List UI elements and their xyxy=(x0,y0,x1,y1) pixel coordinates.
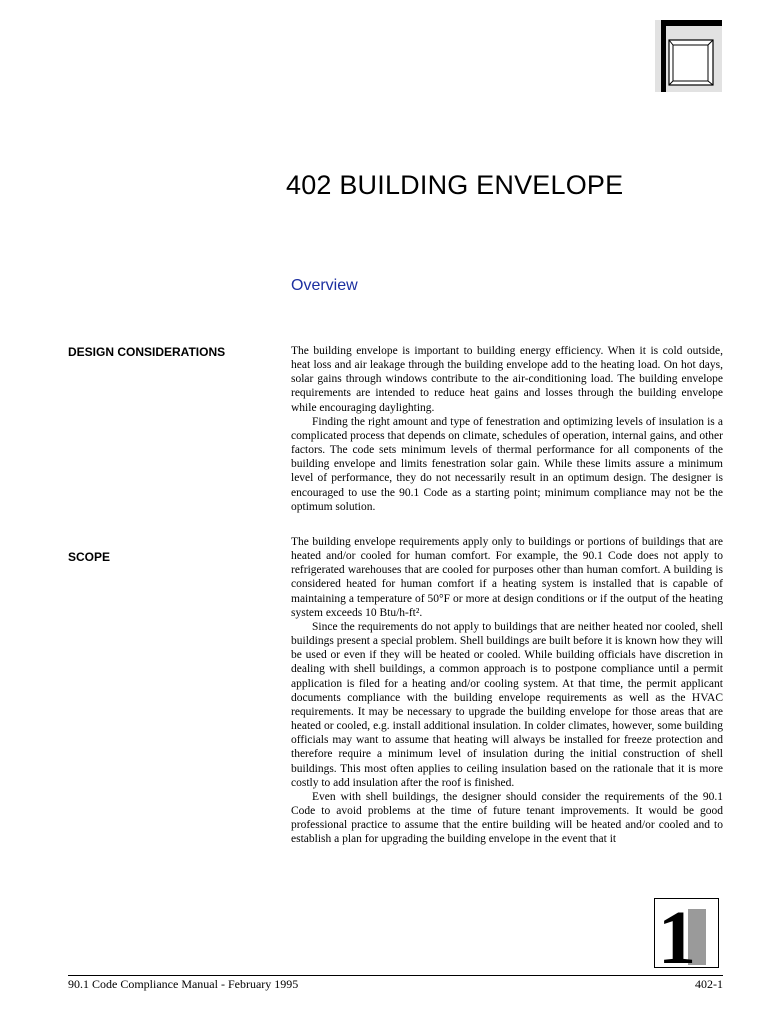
paragraph: Even with shell buildings, the designer should consider the requirements of the 90.1 Code to avoid problems at the time of future tenant improvements. It would be good professional practice to assume that the entire building will be heated and/or cooled and to establish a plan for upgrading the building envelope in the event that it xyxy=(291,790,723,846)
footer-divider xyxy=(68,975,723,976)
doorway-frame-icon xyxy=(655,20,722,92)
paragraph: Finding the right amount and type of fenestration and optimizing levels of insulation is a complicated process that depends on climate, schedules of operation, internal gains, and other factors. The code sets minimum levels of thermal performance for all components of the building envelope and limits fenestration solar gain. While these limits assure a minimum level of performance, they do not necessarily result in an optimum design. The designer is encouraged to use the 90.1 Code as a starting point; minimum compliance may not be the optimum solution. xyxy=(291,415,723,513)
page-title: 402 BUILDING ENVELOPE xyxy=(286,170,624,200)
footer-manual-title: 90.1 Code Compliance Manual - February 1995 xyxy=(68,977,299,991)
section-title: Overview xyxy=(291,277,358,294)
paragraph: Since the requirements do not apply to buildings that are neither heated nor cooled, shell buildings present a special problem. Shell buildings are built before it is known how they will be used or even if they will be heated or cooled. While building officials have discretion in dealing with shell buildings, a common approach is to postpone compliance until a permit application is filed for a heating and/or cooling system. At that time, the permit applicant documents compliance with the building envelope requirements as well as the HVAC requirements. It may be necessary to upgrade the building envelope for those areas that are heated or cooled, e.g. install additional insulation. In colder climates, however, some building officials may want to assume that heating will always be installed for freeze protection and therefore require a minimum level of insulation during the initial construction of shell buildings. This most often applies to ceiling insulation based on the rationale that it is more costly to add insulation after the roof is finished. xyxy=(291,620,723,789)
chapter-number-icon xyxy=(655,899,718,967)
chapter-number: 1 xyxy=(658,899,696,967)
chapter-marker xyxy=(654,898,719,968)
side-heading-design-considerations: DESIGN CONSIDERATIONS xyxy=(68,345,226,359)
design-considerations-body xyxy=(291,344,723,514)
footer-page-number: 402-1 xyxy=(695,977,723,991)
side-heading-scope: SCOPE xyxy=(68,550,111,564)
paragraph: The building envelope is important to building energy efficiency. When it is cold outside, heat loss and air leakage through the building envelope add to the heating load. On hot days, solar gains through windows contribute to the air-conditioning load. The building envelope requirements are intended to reduce heat gains and losses through the building envelope while encouraging daylighting. xyxy=(291,345,723,414)
paragraph: The building envelope requirements apply only to buildings or portions of buildings that are heated and/or cooled for human comfort. For example, the 90.1 Code does not apply to refrigerated warehouses that are cooled for purposes other than human comfort. A building is considered heated for human comfort if a heating system is installed that is capable of maintaining a temperature of 50°F or more at design conditions or if the output of the heating system exceeds 10 Btu/h-ft². xyxy=(291,536,723,619)
scope-body xyxy=(291,535,723,846)
